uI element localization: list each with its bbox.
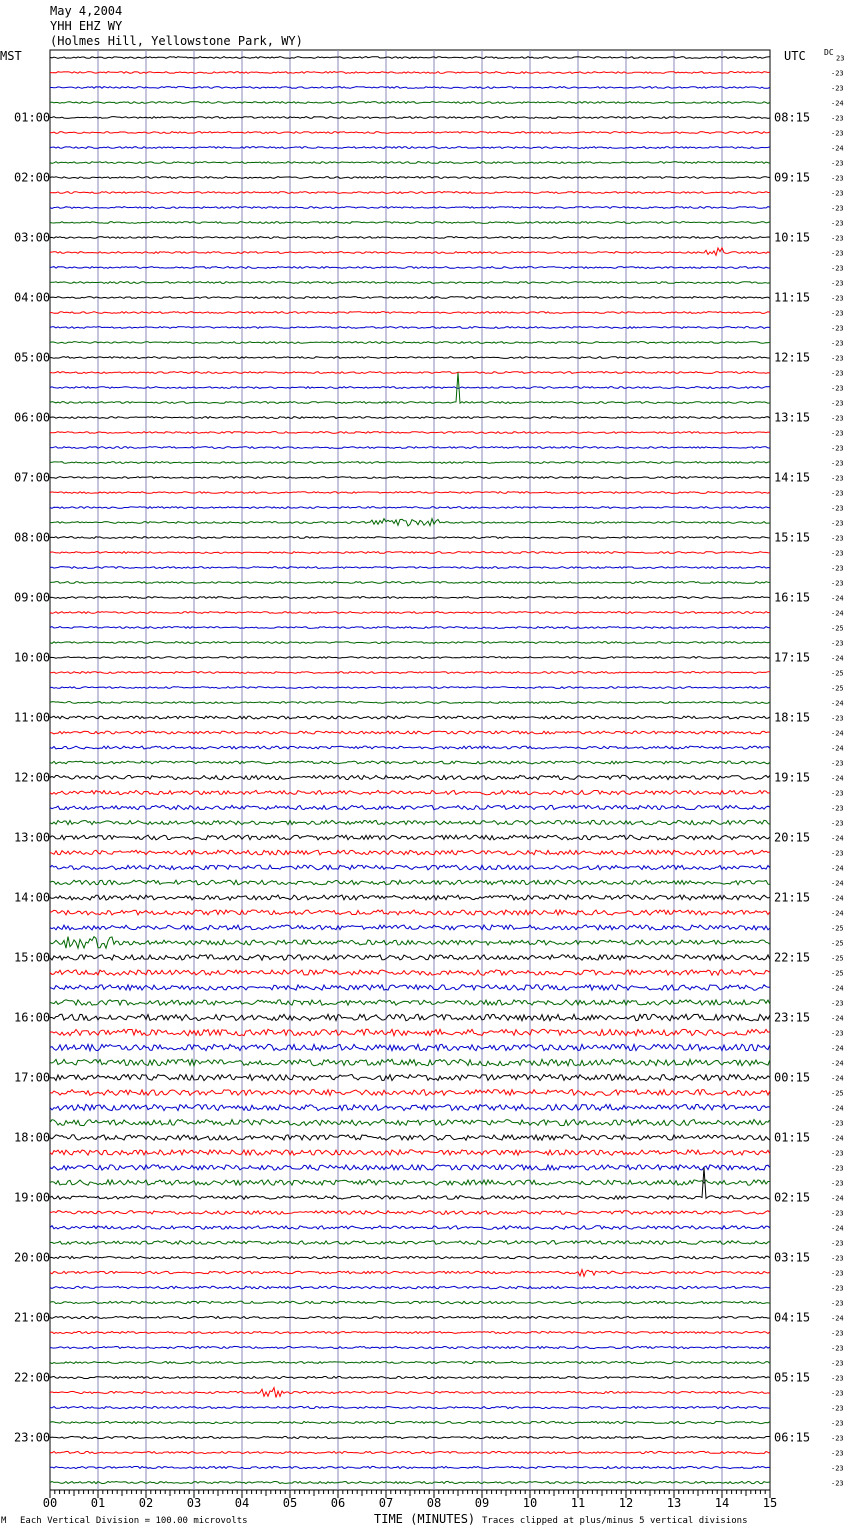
mst-time-label: 18:00 (14, 1130, 51, 1145)
utc-time-label: 11:15 (774, 290, 811, 305)
x-tick-label: 02 (138, 1496, 154, 1510)
utc-time-label: 01:15 (774, 1130, 811, 1145)
utc-time-label: 15:15 (774, 530, 811, 545)
trace-row (50, 1361, 770, 1363)
utc-time-label: 12:15 (774, 350, 811, 365)
mst-time-label: 03:00 (14, 230, 51, 245)
dc-offset-label: -23 (831, 1179, 844, 1188)
mst-time-label: 19:00 (14, 1190, 51, 1205)
dc-offset-label: -23 (831, 279, 844, 288)
header-location: (Holmes Hill, Yellowstone Park, WY) (50, 34, 303, 48)
trace-row (50, 805, 770, 809)
trace-row (50, 417, 770, 419)
dc-offset-label: -24 (831, 699, 844, 708)
trace-row (50, 970, 770, 975)
dc-offset-label: -23 (831, 459, 844, 468)
trace-row (50, 746, 770, 749)
mst-label: MST (0, 49, 22, 63)
dc-offset-label: -23 (831, 549, 844, 558)
dc-offset-label: -23 (831, 189, 844, 198)
utc-time-label: 18:15 (774, 710, 811, 725)
mst-time-label: 01:00 (14, 110, 51, 125)
dc-offset-label: -23 (831, 1389, 844, 1398)
trace-row (50, 1014, 770, 1020)
utc-time-label: 00:15 (774, 1070, 811, 1085)
scale-note: Each Vertical Division = 100.00 microvolts (20, 1516, 248, 1526)
x-axis-title: TIME (MINUTES) (374, 1512, 476, 1526)
x-tick-label: 00 (42, 1496, 58, 1510)
dc-offset-label: -23 (831, 84, 844, 93)
dc-offset-label: -24 (831, 729, 844, 738)
dc-offset-label: -23 (831, 324, 844, 333)
dc-offset-label: -25 (831, 684, 844, 693)
dc-offset-label: -23 (831, 1239, 844, 1248)
mst-time-label: 05:00 (14, 350, 51, 365)
trace-row (50, 731, 770, 734)
trace-row (50, 702, 770, 704)
trace-row (50, 835, 770, 840)
trace-row (50, 207, 770, 209)
trace-row (50, 1105, 770, 1111)
mst-time-label: 10:00 (14, 650, 51, 665)
dc-offset-label: -23 (831, 1359, 844, 1368)
dc-offset-label: -25 (831, 1089, 844, 1098)
trace-row (50, 1168, 770, 1200)
mst-time-label: 23:00 (14, 1430, 51, 1445)
trace-row (50, 597, 770, 599)
dc-offset-label: -25 (831, 624, 844, 633)
utc-time-label: 06:15 (774, 1430, 811, 1445)
dc-offset-label: -24 (831, 834, 844, 843)
mst-time-label: 20:00 (14, 1250, 51, 1265)
dc-offset-label: -23 (831, 1149, 844, 1158)
dc-label: DC (824, 48, 834, 57)
dc-offset-label: -23 (831, 819, 844, 828)
dc-offset-label: -23 (831, 264, 844, 273)
dc-offset-label: -23 (831, 429, 844, 438)
x-tick-label: 05 (282, 1496, 298, 1510)
trace-row (50, 895, 770, 900)
dc-offset-label: -25 (831, 969, 844, 978)
trace-row (50, 1466, 770, 1468)
x-tick-label: 07 (378, 1496, 394, 1510)
trace-row (50, 1029, 770, 1035)
mst-time-label: 15:00 (14, 950, 51, 965)
trace-row (50, 612, 770, 614)
utc-time-label: 14:15 (774, 470, 811, 485)
trace-row (50, 910, 770, 915)
dc-offset-label: -24 (831, 1224, 844, 1233)
trace-row (50, 1135, 770, 1140)
dc-offset-label: -23 (831, 369, 844, 378)
dc-offset-label: -23 (831, 474, 844, 483)
dc-offset-label: -23 (831, 1449, 844, 1458)
utc-time-label: 09:15 (774, 170, 811, 185)
dc-offset-label: -24 (831, 864, 844, 873)
mst-time-label: 13:00 (14, 830, 51, 845)
trace-row (50, 1421, 770, 1423)
trace-row (50, 372, 770, 374)
trace-row (50, 1376, 770, 1378)
trace-row (50, 1075, 770, 1081)
dc-offset-label: -23 (831, 1434, 844, 1443)
dc-offset-label: -24 (831, 774, 844, 783)
trace-row (50, 1346, 770, 1348)
dc-offset-label: 23 (836, 54, 845, 63)
trace-row (50, 1451, 770, 1453)
trace-row (50, 1256, 770, 1259)
dc-offset-label: -23 (831, 1344, 844, 1353)
trace-row (50, 955, 770, 960)
dc-offset-label: -23 (831, 204, 844, 213)
dc-offset-label: -23 (831, 759, 844, 768)
dc-offset-label: -23 (831, 714, 844, 723)
trace-row (50, 552, 770, 554)
x-tick-label: 10 (522, 1496, 538, 1510)
dc-offset-label: -23 (831, 1254, 844, 1263)
mst-time-label: 21:00 (14, 1310, 51, 1325)
dc-offset-label: -25 (831, 939, 844, 948)
dc-offset-label: -23 (831, 849, 844, 858)
trace-row (50, 820, 770, 824)
trace-row (50, 342, 770, 344)
dc-offset-label: -23 (831, 1479, 844, 1488)
dc-offset-label: -23 (831, 564, 844, 573)
utc-time-label: 03:15 (774, 1250, 811, 1265)
trace-row (50, 1059, 770, 1065)
dc-offset-label: -24 (831, 894, 844, 903)
dc-offset-label: -23 (831, 384, 844, 393)
dc-offset-label: -23 (831, 1329, 844, 1338)
trace-row (50, 937, 770, 949)
dc-offset-label: -23 (831, 1419, 844, 1428)
trace-row (50, 162, 770, 164)
dc-offset-label: -23 (831, 69, 844, 78)
dc-offset-label: -23 (831, 174, 844, 183)
utc-time-label: 21:15 (774, 890, 811, 905)
trace-row (50, 192, 770, 194)
dc-offset-label: -23 (831, 1464, 844, 1473)
dc-offset-label: -23 (831, 1119, 844, 1128)
utc-time-label: 22:15 (774, 950, 811, 965)
trace-row (50, 132, 770, 134)
trace-row (50, 1286, 770, 1289)
dc-offset-label: -23 (831, 294, 844, 303)
header-date: May 4,2004 (50, 4, 123, 18)
dc-offset-label: -25 (831, 954, 844, 963)
trace-row (50, 282, 770, 284)
trace-row (50, 57, 770, 59)
trace-row (50, 87, 770, 89)
dc-offset-label: -25 (831, 924, 844, 933)
trace-row (50, 1120, 770, 1126)
trace-row (50, 267, 770, 269)
dc-offset-label: -24 (831, 1014, 844, 1023)
mst-time-label: 17:00 (14, 1070, 51, 1085)
trace-row (50, 492, 770, 494)
dc-offset-label: -23 (831, 1284, 844, 1293)
dc-offset-label: -23 (831, 309, 844, 318)
dc-offset-label: -24 (831, 1314, 844, 1323)
dc-offset-label: -24 (831, 654, 844, 663)
utc-time-label: 20:15 (774, 830, 811, 845)
trace-row (50, 312, 770, 314)
trace-row (50, 72, 770, 74)
dc-offset-label: -23 (831, 1164, 844, 1173)
trace-row (50, 880, 770, 885)
dc-offset-label: -23 (831, 489, 844, 498)
trace-row (50, 102, 770, 104)
dc-offset-label: -24 (831, 744, 844, 753)
trace-row (50, 672, 770, 674)
x-tick-label: 09 (474, 1496, 490, 1510)
x-tick-label: 08 (426, 1496, 442, 1510)
dc-offset-label: -23 (831, 1374, 844, 1383)
trace-row (50, 627, 770, 629)
dc-offset-label: -24 (831, 1074, 844, 1083)
trace-row (50, 1211, 770, 1215)
trace-row (50, 716, 770, 719)
dc-offset-label: -23 (831, 534, 844, 543)
trace-row (50, 1481, 770, 1483)
trace-row (50, 222, 770, 224)
dc-offset-label: -23 (831, 354, 844, 363)
dc-offset-label: -23 (831, 159, 844, 168)
trace-row (50, 761, 770, 764)
trace-row (50, 567, 770, 569)
dc-offset-label: -23 (831, 1269, 844, 1278)
trace-row (50, 1388, 770, 1398)
mst-time-label: 12:00 (14, 770, 51, 785)
x-tick-label: 12 (618, 1496, 634, 1510)
x-tick-label: 06 (330, 1496, 346, 1510)
trace-row (50, 447, 770, 449)
dc-offset-label: -23 (831, 444, 844, 453)
mst-time-label: 02:00 (14, 170, 51, 185)
trace-row (50, 865, 770, 870)
trace-row (50, 1165, 770, 1170)
trace-row (50, 1180, 770, 1185)
trace-row (50, 537, 770, 539)
trace-row (50, 117, 770, 119)
trace-row (50, 1044, 770, 1050)
dc-offset-label: -24 (831, 99, 844, 108)
mst-time-label: 08:00 (14, 530, 51, 545)
trace-row (50, 1270, 770, 1277)
dc-offset-label: -24 (831, 1134, 844, 1143)
dc-offset-label: -24 (831, 984, 844, 993)
trace-row (50, 432, 770, 434)
trace-row (50, 177, 770, 179)
trace-row (50, 582, 770, 584)
mst-time-label: 22:00 (14, 1370, 51, 1385)
mst-time-label: 14:00 (14, 890, 51, 905)
trace-row (50, 1301, 770, 1304)
dc-offset-label: -24 (831, 609, 844, 618)
trace-row (50, 327, 770, 329)
utc-time-label: 05:15 (774, 1370, 811, 1385)
trace-row (50, 1436, 770, 1438)
trace-row (50, 147, 770, 149)
dc-offset-label: -23 (831, 804, 844, 813)
utc-label: UTC (784, 49, 806, 63)
mst-time-label: 06:00 (14, 410, 51, 425)
dc-offset-label: -23 (831, 114, 844, 123)
trace-row (50, 687, 770, 689)
dc-offset-label: -24 (831, 144, 844, 153)
dc-offset-label: -24 (831, 879, 844, 888)
dc-offset-label: -23 (831, 639, 844, 648)
trace-row (50, 775, 770, 779)
dc-offset-label: -24 (831, 1194, 844, 1203)
mst-time-label: 04:00 (14, 290, 51, 305)
dc-offset-label: -24 (831, 909, 844, 918)
dc-offset-label: -24 (831, 1059, 844, 1068)
trace-row (50, 387, 770, 389)
dc-offset-label: -23 (831, 789, 844, 798)
trace-row (50, 642, 770, 644)
trace-row (50, 1331, 770, 1333)
dc-offset-label: -23 (831, 1299, 844, 1308)
x-tick-label: 14 (714, 1496, 730, 1510)
trace-row (50, 1316, 770, 1318)
dc-offset-label: -23 (831, 414, 844, 423)
dc-offset-label: -23 (831, 129, 844, 138)
dc-offset-label: -23 (831, 219, 844, 228)
dc-offset-label: -24 (831, 594, 844, 603)
trace-row (50, 1000, 770, 1005)
trace-row (50, 519, 770, 526)
x-tick-label: 04 (234, 1496, 250, 1510)
dc-offset-label: -23 (831, 519, 844, 528)
x-tick-label: 11 (570, 1496, 586, 1510)
mst-time-label: 16:00 (14, 1010, 51, 1025)
trace-row (50, 1090, 770, 1096)
mst-time-label: 11:00 (14, 710, 51, 725)
header-station: YHH EHZ WY (50, 19, 123, 33)
trace-row (50, 985, 770, 990)
utc-time-label: 04:15 (774, 1310, 811, 1325)
dc-offset-label: -23 (831, 1209, 844, 1218)
x-tick-label: 13 (666, 1496, 682, 1510)
dc-offset-label: -23 (831, 504, 844, 513)
x-tick-label: 01 (90, 1496, 106, 1510)
dc-offset-label: -24 (831, 1104, 844, 1113)
utc-time-label: 23:15 (774, 1010, 811, 1025)
trace-row (50, 477, 770, 479)
dc-offset-label: -23 (831, 579, 844, 588)
trace-row (50, 237, 770, 239)
dc-offset-label: -25 (831, 669, 844, 678)
trace-row (50, 790, 770, 794)
utc-time-label: 02:15 (774, 1190, 811, 1205)
dc-offset-label: -23 (831, 1029, 844, 1038)
dc-offset-label: -23 (831, 234, 844, 243)
utc-time-label: 19:15 (774, 770, 811, 785)
clip-note: Traces clipped at plus/minus 5 vertical divisions (482, 1516, 748, 1526)
utc-time-label: 08:15 (774, 110, 811, 125)
trace-row (50, 507, 770, 509)
trace-row (50, 248, 770, 256)
dc-offset-label: -23 (831, 249, 844, 258)
trace-row (50, 1150, 770, 1155)
dc-offset-label: -23 (831, 999, 844, 1008)
utc-time-label: 17:15 (774, 650, 811, 665)
trace-row (50, 462, 770, 464)
trace-row (50, 850, 770, 855)
utc-time-label: 16:15 (774, 590, 811, 605)
trace-row (50, 925, 770, 930)
x-tick-label: 15 (762, 1496, 778, 1510)
trace-row (50, 357, 770, 359)
trace-row (50, 297, 770, 299)
utc-time-label: 13:15 (774, 410, 811, 425)
mst-time-label: 09:00 (14, 590, 51, 605)
trace-row (50, 657, 770, 659)
trace-row (50, 1226, 770, 1230)
dc-offset-label: -23 (831, 339, 844, 348)
corner-mark: M (1, 1516, 7, 1526)
trace-row (50, 1241, 770, 1245)
x-tick-label: 03 (186, 1496, 202, 1510)
dc-offset-label: -24 (831, 1044, 844, 1053)
mst-time-label: 07:00 (14, 470, 51, 485)
dc-offset-label: -23 (831, 1404, 844, 1413)
dc-offset-label: -23 (831, 399, 844, 408)
trace-row (50, 1406, 770, 1408)
utc-time-label: 10:15 (774, 230, 811, 245)
